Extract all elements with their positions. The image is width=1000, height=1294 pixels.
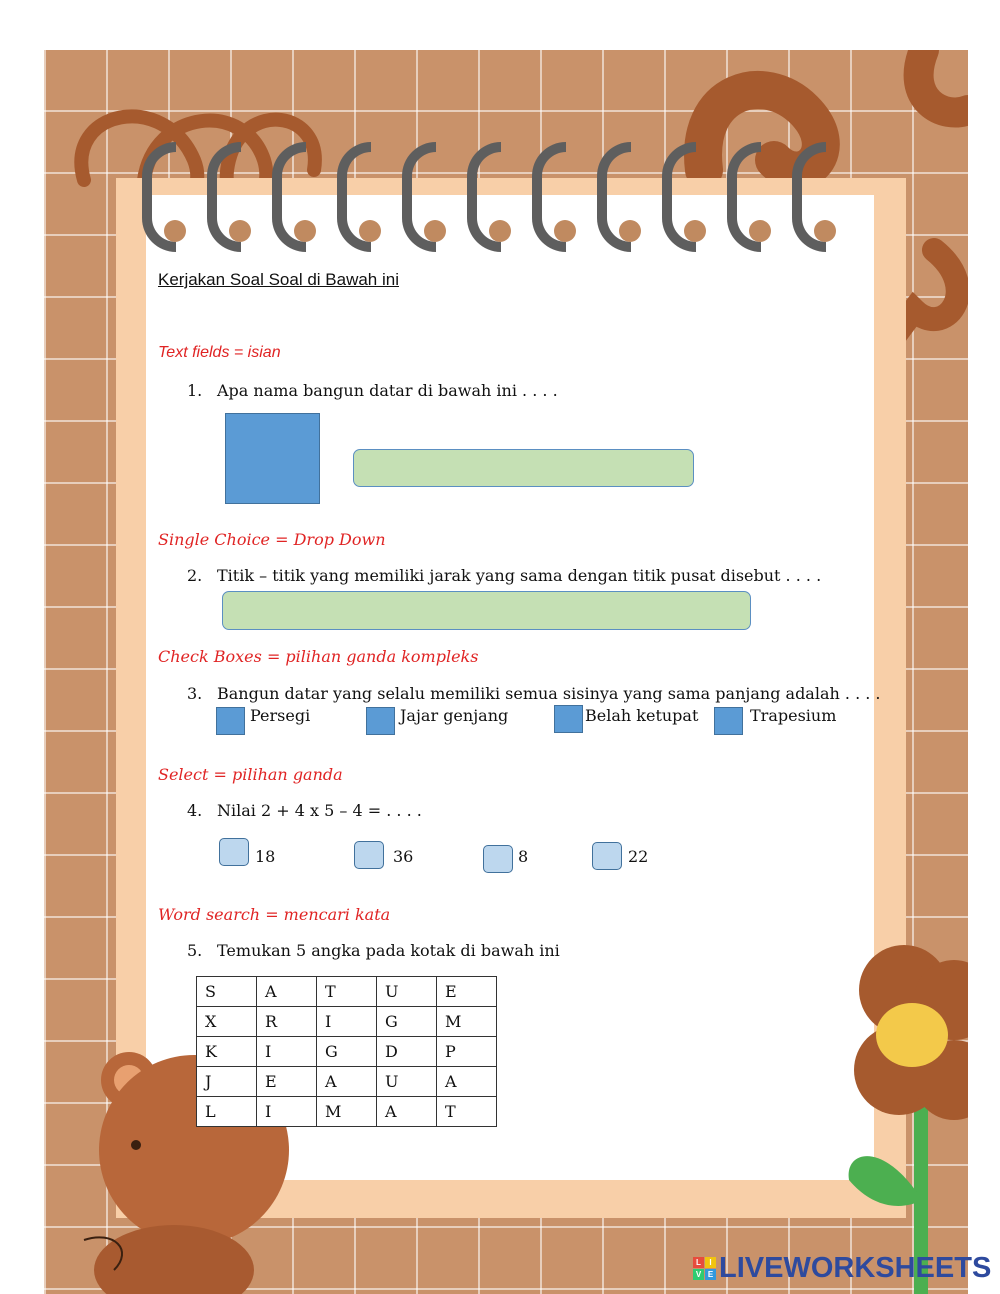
select-option-1[interactable] <box>219 838 249 866</box>
question-text: Nilai 2 + 4 x 5 – 4 = . . . . <box>217 801 422 820</box>
question-2 <box>187 566 821 585</box>
select-option-2[interactable] <box>354 841 384 869</box>
grid-cell[interactable]: M <box>437 1007 497 1037</box>
grid-row <box>197 1067 497 1097</box>
question-text: Bangun datar yang selalu memiliki semua sisinya yang sama panjang adalah . . . . <box>217 684 881 703</box>
grid-cell[interactable]: U <box>377 977 437 1007</box>
select-option-label: 18 <box>255 847 276 866</box>
grid-row <box>197 977 497 1007</box>
grid-cell[interactable]: A <box>377 1097 437 1127</box>
question-number: 5. <box>187 941 203 960</box>
grid-cell[interactable]: L <box>197 1097 257 1127</box>
logo-letter: L <box>693 1257 704 1268</box>
section-label-select: Select = pilihan ganda <box>158 765 343 784</box>
logo-letter: V <box>693 1269 704 1280</box>
square-shape <box>225 413 320 504</box>
question-text: Temukan 5 angka pada kotak di bawah ini <box>217 941 560 960</box>
section-label-word-search: Word search = mencari kata <box>158 905 391 924</box>
checkbox-label: Belah ketupat <box>585 706 699 725</box>
grid-cell[interactable]: I <box>317 1007 377 1037</box>
grid-cell[interactable]: M <box>317 1097 377 1127</box>
grid-cell[interactable]: J <box>197 1067 257 1097</box>
question-3 <box>187 684 881 703</box>
select-option-label: 36 <box>393 847 414 866</box>
section-label-text-fields: Text fields = isian <box>158 344 281 361</box>
checkbox-option-3[interactable] <box>554 705 583 733</box>
grid-cell[interactable]: I <box>257 1037 317 1067</box>
grid-cell[interactable]: A <box>257 977 317 1007</box>
select-option-label: 8 <box>518 847 529 866</box>
grid-cell[interactable]: A <box>437 1067 497 1097</box>
grid-row <box>197 1007 497 1037</box>
grid-cell[interactable]: K <box>197 1037 257 1067</box>
grid-cell[interactable]: T <box>437 1097 497 1127</box>
grid-cell[interactable]: G <box>317 1037 377 1067</box>
grid-cell[interactable]: S <box>197 977 257 1007</box>
grid-cell[interactable]: E <box>257 1067 317 1097</box>
question-1 <box>187 381 558 400</box>
grid-cell[interactable]: I <box>257 1097 317 1127</box>
section-label-check-boxes: Check Boxes = pilihan ganda kompleks <box>158 647 479 666</box>
section-label-single-choice: Single Choice = Drop Down <box>158 530 386 549</box>
checkbox-option-1[interactable] <box>216 707 245 735</box>
grid-cell[interactable]: D <box>377 1037 437 1067</box>
liveworksheets-brand <box>693 1252 991 1285</box>
checkbox-option-2[interactable] <box>366 707 395 735</box>
grid-row <box>197 1037 497 1067</box>
page-title: Kerjakan Soal Soal di Bawah ini <box>158 270 399 289</box>
grid-cell[interactable]: T <box>317 977 377 1007</box>
question-number: 4. <box>187 801 203 820</box>
grid-cell[interactable]: R <box>257 1007 317 1037</box>
grid-cell[interactable]: E <box>437 977 497 1007</box>
answer-text-field-1[interactable] <box>353 449 694 487</box>
question-number: 3. <box>187 684 203 703</box>
question-5 <box>187 941 560 960</box>
checkbox-label: Trapesium <box>750 706 837 725</box>
select-option-label: 22 <box>628 847 649 866</box>
grid-cell[interactable]: A <box>317 1067 377 1097</box>
checkbox-label: Persegi <box>250 706 311 725</box>
grid-cell[interactable]: G <box>377 1007 437 1037</box>
grid-cell[interactable]: X <box>197 1007 257 1037</box>
checkbox-label: Jajar genjang <box>400 706 509 725</box>
brand-text: LIVEWORKSHEETS <box>719 1252 992 1284</box>
liveworksheets-logo-icon <box>693 1257 716 1280</box>
select-option-4[interactable] <box>592 842 622 870</box>
grid-cell[interactable]: P <box>437 1037 497 1067</box>
logo-letter: E <box>705 1269 716 1280</box>
question-number: 2. <box>187 566 203 585</box>
word-search-grid[interactable] <box>196 976 497 1127</box>
checkbox-option-4[interactable] <box>714 707 743 735</box>
select-option-3[interactable] <box>483 845 513 873</box>
grid-row <box>197 1097 497 1127</box>
grid-cell[interactable]: U <box>377 1067 437 1097</box>
question-number: 1. <box>187 381 203 400</box>
question-text: Apa nama bangun datar di bawah ini . . . . <box>217 381 558 400</box>
logo-letter: I <box>705 1257 716 1268</box>
answer-dropdown-2[interactable] <box>222 591 751 630</box>
question-text: Titik – titik yang memiliki jarak yang sama dengan titik pusat disebut . . . . <box>217 566 822 585</box>
question-4 <box>187 801 422 820</box>
